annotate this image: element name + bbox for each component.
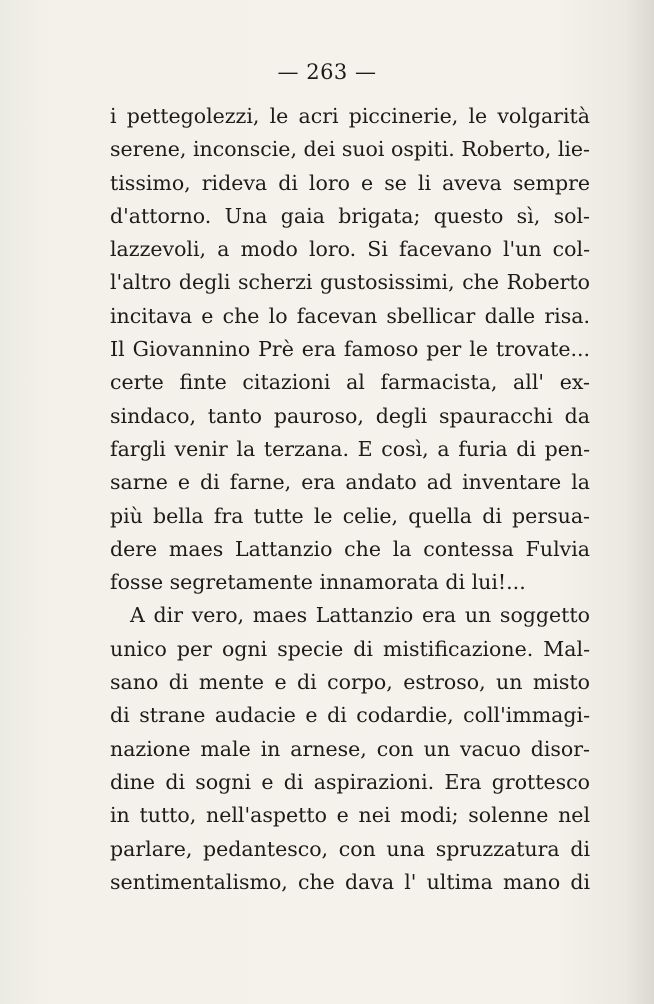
page-number: — 263 — (277, 60, 377, 84)
text-line: i pettegolezzi, le acri piccinerie, le volgarità (110, 104, 590, 128)
text-line: fosse segretamente innamorata di lui!... (110, 570, 526, 595)
text-line: sarne e di farne, era andato ad inventare la (110, 470, 590, 495)
page-edge-shadow (624, 0, 654, 1004)
text-line: parlare, pedantesco, con una spruzzatura di (110, 836, 590, 861)
text-line: serene, inconscie, dei suoi ospiti. Roberto, lie- (110, 137, 590, 162)
text-line: di strane audacie e di codardie, coll'immagi- (110, 703, 590, 728)
text-line: più bella fra tutte le celie, quella di persua- (110, 503, 590, 528)
text-line: Il Giovannino Prè era famoso per le trovate... (110, 337, 590, 362)
text-line: unico per ogni specie di mistificazione. Mal- (110, 636, 590, 661)
text-line: sentimentalismo, che dava l' ultima mano di (110, 869, 590, 894)
text-line: incitava e che lo facevan sbellicar dalle risa. (110, 303, 590, 328)
text-line: fargli venir la terzana. E così, a furia di pen- (110, 436, 590, 461)
text-line: dere maes Lattanzio che la contessa Fulvia (110, 536, 590, 561)
text-line: certe finte citazioni al farmacista, all' ex- (110, 370, 590, 395)
body-text (110, 100, 590, 899)
text-line: lazzevoli, a modo loro. Si facevano l'un col- (110, 237, 590, 262)
text-line: A dir vero, maes Lattanzio era un soggetto (130, 603, 590, 628)
text-line: in tutto, nell'aspetto e nei modi; solenne nel (110, 803, 590, 828)
text-line: sindaco, tanto pauroso, degli spauracchi da (110, 403, 590, 428)
text-line: dine di sogni e di aspirazioni. Era grottesco (110, 769, 590, 794)
text-line: sano di mente e di corpo, estroso, un misto (110, 670, 590, 695)
text-line: nazione male in arnese, con un vacuo disor- (110, 736, 590, 761)
text-line: tissimo, rideva di loro e se li aveva sempre (110, 170, 590, 195)
text-line: d'attorno. Una gaia brigata; questo sì, sol- (110, 203, 590, 228)
text-line: l'altro degli scherzi gustosissimi, che Roberto (110, 270, 590, 295)
